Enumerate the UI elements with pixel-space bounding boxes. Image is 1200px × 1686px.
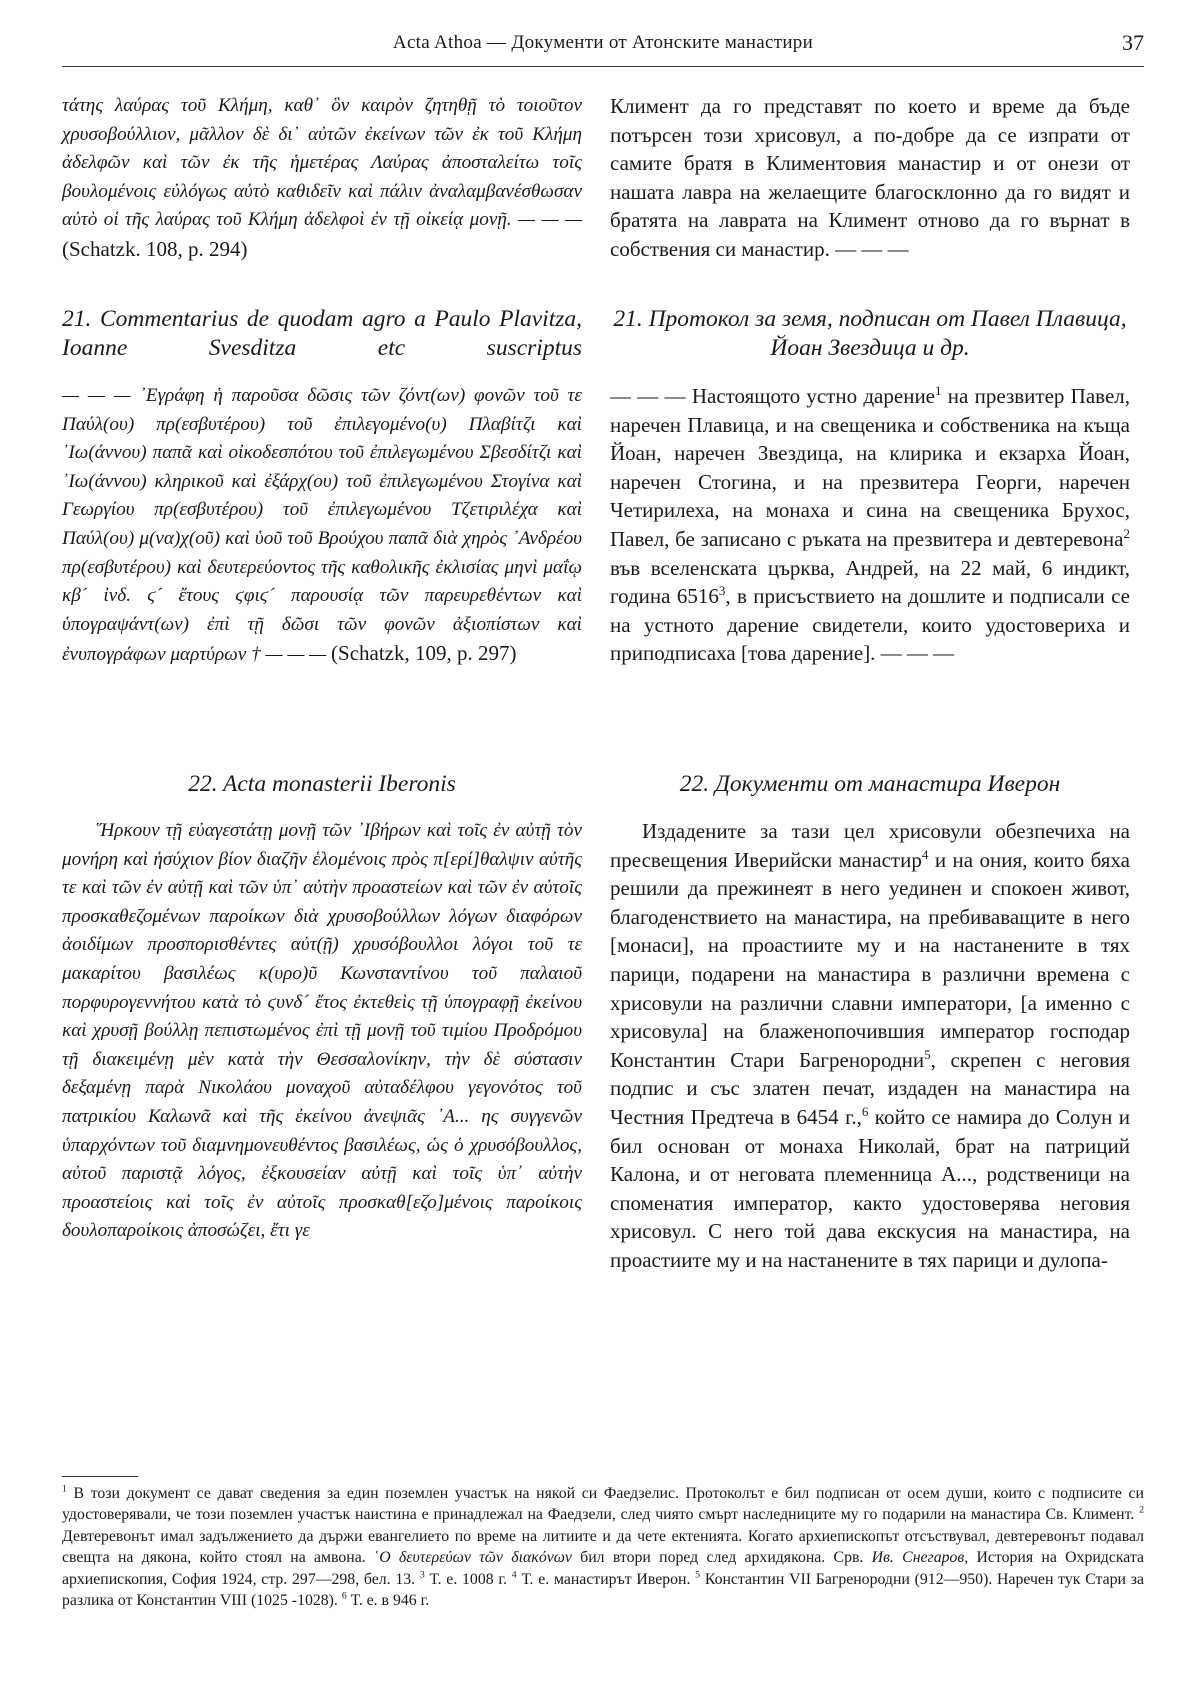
- s22-heading-latin: 22. Acta monasterii Iberonis: [188, 771, 456, 797]
- s22-greek-text: [62, 817, 582, 1246]
- footnote-ref-4: 4: [921, 846, 929, 862]
- footnote-2b: бил втори поред след архидякона. Срв.: [571, 1549, 872, 1567]
- s22-bg-part3: , скрепен с неговия подпис и със златен печат, издаден на манастира на Честния Предтеча в 6454 г.,: [610, 1047, 1130, 1129]
- s21-greek-citation: (Schatzk, 109, p. 297): [331, 641, 517, 666]
- s21-bg-part2: на презвитер Павел, наречен Плавица, и на свещеника и собственика на къща Йоан, наречен Звездица, на клирика и екзарха Йоан, наречен Стогина, и на презвитера Георги, наречен Четирилеха, на монаха и сина на свещеника Брухос, Павел, бе записано с ръката на презвитера и девтеревона: [610, 384, 1130, 551]
- footnote-2-greek: ῾Ο δευτερεύων τῶν διακόνων: [373, 1549, 572, 1567]
- footnote-num-6: 6: [341, 1590, 347, 1602]
- s21-greek-text: [62, 382, 582, 670]
- footnote-num-4: 4: [511, 1569, 517, 1581]
- s21-greek-body: — — — ᾿Εγράφη ἡ παροῦσα δῶσις τῶν ζόντ(ων) φονῶν τοῦ τε Παύλ(ου) πρ(εσβυτέρου) τοῦ ἐπιλεγομένο(υ) Πλαβίτζι καὶ ᾿Ιω(άννου) παπᾶ καὶ οἰκοδεσπότου τοῦ ἐπιλεγωμένου Σβεσδίτζι καὶ ᾿Ιω(άννου) κληρικοῦ καὶ ἐξάρχ(ου) τοῦ ἐπιλεγωμένου Στογίνα καὶ Γεωργίου πρ(εσβυτέρου) τοῦ ἐπιλεγωμένου Τζετιριλέχα καὶ Παύλ(ου) μ(να)χ(οῦ) καὶ ὑοῦ τοῦ Βρούχου παπᾶ διὰ χηρὸς ᾿Ανδρέου πρ(εσβυτέρου) καὶ δευτερεύοντος τῆς καθολικῆς ἐκλισίας μηνὶ μαΐῳ κβ´ ἰνδ. ϛ´ ἔτους ϛφιϛ´ παρουσίᾳ τῶν παρευρεθέντων καὶ ὑπογραψάντ(ων) ἐπὶ τῇ δῶσι τῶν φονῶν ἀξιοπίστων καὶ ἐνυπογράφων μαρτύρων † — — —: [62, 385, 582, 666]
- footnote-ref-6: 6: [861, 1103, 869, 1119]
- s22-heading-bulgarian: 22. Документи от манастира Иверон: [679, 771, 1061, 797]
- s21-bulgarian-text: [610, 382, 1130, 668]
- s20-greek-text: [62, 92, 582, 266]
- footnote-ref-3: 3: [718, 583, 726, 599]
- footnote-2c: История на Охридската архиепископия, София 1924, стр. 297—298, бел. 13.: [62, 1549, 1145, 1588]
- s20-bulgarian-text: [610, 92, 1130, 264]
- s22-bg-part1: Издадените за тази цел хрисовули обезпечиха на пресвещения Иверийски манастир: [610, 819, 1130, 872]
- footnote-num-5: 5: [695, 1569, 701, 1581]
- footnote-6: Т. е. в 946 г.: [346, 1592, 430, 1610]
- s21-bg-part4: , в присъствието на дошлите и подписали се на устното дарение свидетели, които удостовериха и приподписаха [това дарение]. — — —: [610, 584, 1130, 666]
- running-title: Acta Athoa — Документи от Атонските манастири: [392, 32, 814, 53]
- footnote-rule: [62, 1476, 138, 1477]
- s21-heading-bulgarian: 21. Протокол за земя, подписан от Павел Плавица, Йоан Звездица и др.: [613, 306, 1127, 361]
- running-header: [62, 22, 1144, 62]
- s20-greek-body: τάτης λαύρας τοῦ Κλήμη, καθ᾿ ὃν καιρὸν ζητηθῇ τὸ τοιοῦτον χρυσοβούλλιον, μᾶλλον δὲ δι᾿ αὐτῶν ἐκείνων τῶν ἐκ τοῦ Κλήμη ἀδελφῶν καὶ τῶν ἐκ τῆς ἡμετέρας Λαύρας ἀποσταλείτω τοῖς βουλομένοις εὐλόγως αὐτὸ καθιδεῖν καὶ πάλιν ἀναλαμβανέσθωσαν αὐτὸ οἱ τῆς λαύρας τοῦ Κλήμη ἀδελφοὶ ἐν τῇ οἰκείᾳ μονῇ. — — —: [62, 95, 582, 231]
- s22-greek-body: ῞Ηρκουν τῇ εὐαγεστάτῃ μονῇ τῶν ᾿Ιβήρων καὶ τοῖς ἐν αὐτῇ τὸν μονήρη καὶ ἡσύχιον βίον διαζῆν ἑλομένοις πρὸς π[ερί]θαλψιν αὐτῆς τε καὶ τῶν ἐν αὐτῇ καὶ τῶν ὑπ᾿ αὐτὴν προαστείων καὶ τῶν ἐν αὐτοῖς προσκαθεζομένων παροίκων διὰ χρυσοβούλλων λόγων διαφόρων ἀοιδίμων προσπορισθέντες αὐτ(ῇ) χρυσόβουλλοι λόγοι τοῦ τε μακαρίτου βασιλέως κ(υρο)ῦ Κωνσταντίνου τοῦ παλαιοῦ πορφυρογεννήτου κατὰ τὸ ϛυνδ´ ἔτος ἐκτεθεὶς τῇ ὑπογραφῇ ἐκείνου καὶ χρυσῇ βούλλῃ πεπιστωμένος ἐπὶ τῇ μονῇ τοῦ τιμίου Προδρόμου τῇ διακειμένῃ μὲν κατὰ τὴν Θεσσαλονίκην, τὴν δὲ σύστασιν δεξαμένῃ παρὰ Νικολάου μοναχοῦ αὐταδέλφου γεγονότος τοῦ πατρικίου Καλωνᾶ καὶ τῆς ἐκείνου ἀνεψιᾶς ᾿Α... ης συγγενῶν ὑπαρχόντων τοῦ διαμνημονευθέντος βασιλέως, ὡς ὁ χρυσόβουλλος, αὐτοῦ παριστᾷ λόγος, ἐξκουσείαν αὐτῇ καὶ τοῖς ὑπ᾿ αὐτὴν προαστείοις καὶ τοῖς ἐν αὐτοῖς προσκαθ[εζο]μένοις παροίκοις δουλοπαροίκοις ἀποσώζει, ἔτι γε: [62, 820, 582, 1242]
- footnote-3: Т. е. 1008 г.: [424, 1570, 512, 1588]
- footnote-2-author: Ив. Снегаров,: [871, 1549, 969, 1567]
- s22-bg-part4: който се намира до Солун и бил основан от монаха Николай, брат на патриций Калона, и от неговата племенница А..., родственици на споменатия император, както удостоверява неговия хрисовул. С него той дава екскусия на манастира, на проастиите му и на настанените в тях парици и дулопа-: [610, 1104, 1131, 1272]
- s21-heading-latin: 21. Commentarius de quodam agro a Paulo Plavitza, Ioanne Svesditza etc suscriptus: [62, 306, 582, 361]
- footnote-4: Т. е. манастирът Иверон.: [516, 1570, 696, 1588]
- header-rule: [62, 66, 1144, 67]
- footnote-ref-2: 2: [1123, 525, 1130, 541]
- footnote-ref-5: 5: [924, 1046, 931, 1062]
- s22-bg-part2: и на ония, които бяха решили да прежинеят в него уединен и спокоен живот, благоденствието на манастира, на пребиваващите в него [монаси], на проастиите му и на настанените в тях парици, подарени на манастира в различни времена с хрисовули на различни славни императори, [а именно с хрисовула] на блаженопочившия император господар Константин Стари Багренородни: [610, 847, 1131, 1072]
- footnote-5: Константин VII Багренородни (912—950). Наречен тук Стари за разлика от Константин VIII (1025 -1028).: [62, 1570, 1144, 1610]
- s20-greek-citation: (Schatzk. 108, p. 294): [62, 236, 248, 261]
- footnote-2a: Девтеревонът имал задължението да държи евангелието по време на литиите и да чете ектенията. Когато архиепископът отсъствувал, девтеревонът подавал свещта на дякона, който стоял на амвона.: [62, 1527, 1144, 1567]
- footnote-ref-1: 1: [935, 383, 942, 398]
- page-number: 37: [1122, 30, 1144, 55]
- footnote-num-2: 2: [1139, 1505, 1144, 1517]
- footnote-1: В този документ се дават сведения за един поземлен участък на някой си Фаедзелис. Протоколът е бил подписан от осем души, които с подписите си удостоверявали, че този поземлен участък наистина е принадлежал на Фаедзели, след чиято смърт наследниците му го подарили на манастира Св. Климент.: [62, 1485, 1144, 1524]
- s21-bg-part3: във вселенската църква, Андрей, на 22 май, 6 индикт, година 6516: [610, 555, 1130, 609]
- s22-bulgarian-text: [610, 817, 1130, 1275]
- s20-bulgarian-body: Климент да го представят по което и време да бъде потърсен този хрисовул, а по-добре да се изпрати от самите братя в Климентовия манастир и от онези от нашата лавра на желаещите благосклонно да го видят и братята на лаврата на Климент отново да го върнат в собствения си манастир. — — —: [610, 94, 1130, 261]
- s21-bg-part1: — — — Настоящото устно дарение: [610, 384, 935, 408]
- footnote-num-1: 1: [62, 1483, 67, 1495]
- footnote-num-3: 3: [419, 1569, 425, 1581]
- footnotes: [62, 1483, 1144, 1611]
